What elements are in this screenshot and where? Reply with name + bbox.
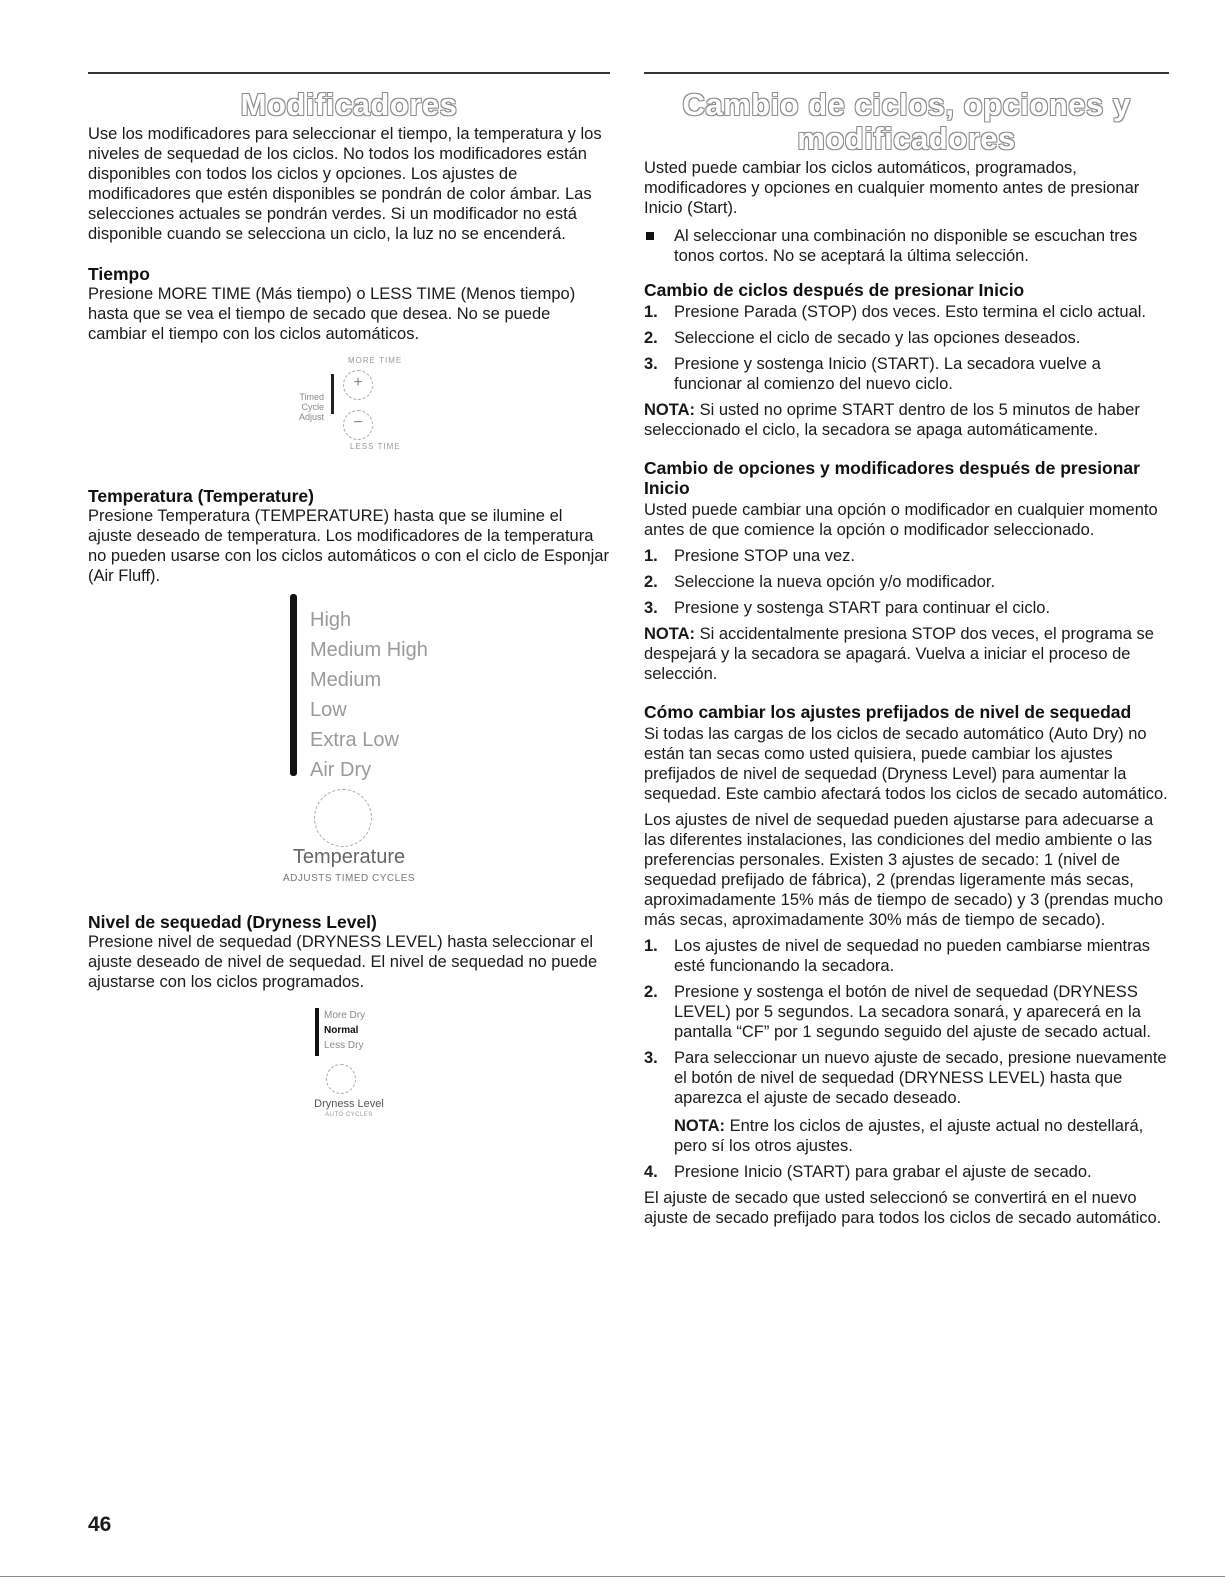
- list-item: 4. Presione Inicio (START) para grabar el ajuste de secado.: [644, 1163, 1092, 1181]
- more-time-label: MORE TIME: [348, 356, 403, 365]
- cambio-bullets: [644, 226, 1169, 266]
- list-item: 1. Presione Parada (STOP) dos veces. Esto termina el ciclo actual.: [644, 303, 1146, 321]
- more-time-button[interactable]: [343, 370, 373, 400]
- adjust-label: Adjust: [298, 412, 324, 422]
- section-title-cambio-line1: Cambio de ciclos, opciones y: [682, 87, 1131, 122]
- right-column: [644, 0, 1169, 1228]
- heading-cambio-ciclos: Cambio de ciclos después de presionar Inicio: [644, 280, 1025, 300]
- plus-icon: +: [353, 374, 363, 391]
- heading-tiempo: Tiempo: [88, 264, 150, 284]
- dryness-figure-subtitle: AUTO CYCLES: [325, 1112, 373, 1118]
- list-item: 2. Seleccione el ciclo de secado y las opciones deseados.: [644, 329, 1081, 347]
- temperature-indicator-bar: [290, 594, 297, 776]
- temp-option-medium-high: Medium High: [310, 639, 428, 661]
- heading-temperatura: Temperatura (Temperature): [88, 486, 314, 506]
- temperature-button[interactable]: [314, 789, 372, 847]
- left-column: [88, 0, 610, 1144]
- cambio-opciones-note: NOTA: Si accidentalmente presiona STOP dos veces, el programa se despejará y la secadora se apagará. Vuelva a iniciar el proceso de selección.: [644, 625, 1154, 683]
- temperature-figure: [88, 586, 610, 896]
- list-item: 3. Presione y sostenga Inicio (START). La secadora vuelve a funcionar al comienzo del nuevo ciclo.: [644, 355, 1101, 393]
- list-item: Al seleccionar una combinación no disponible se escuchan tres tonos cortos. No se aceptará la última selección.: [644, 226, 1169, 266]
- less-time-label: LESS TIME: [350, 442, 401, 451]
- page-number: 46: [88, 1513, 112, 1536]
- dryness-option-normal: Normal: [324, 1025, 359, 1036]
- ajustes-prefijados-body2: Los ajustes de nivel de sequedad pueden ajustarse para adecuarse a las diferentes instalaciones, las condiciones del medio ambiente o las preferencias personales. Existen 3 ajustes de secado: 1 (nivel de sequedad prefijado de fábrica), 2 (prendas ligeramente más secas, aproximadamente 15% más de tiempo de secado) y 3 (prendas mucho más secas, aproximadamente 30% más de tiempo de secado).: [644, 811, 1164, 929]
- temp-option-low: Low: [310, 699, 347, 721]
- cambio-ciclos-steps: [644, 302, 1169, 394]
- dryness-figure-title: Dryness Level: [314, 1098, 384, 1110]
- cambio-ciclos-note: NOTA: Si usted no oprime START dentro de los 5 minutos de haber seleccionado el ciclo, la secadora se apaga automáticamente.: [644, 401, 1140, 439]
- less-time-button[interactable]: [343, 410, 373, 440]
- list-item: 3. Para seleccionar un nuevo ajuste de secado, presione nuevamente el botón de nivel de sequedad (DRYNESS LEVEL) hasta que aparezca el ajuste de secado deseado. NOTA: Entre los ciclos de ajustes, el ajuste actual no destellará, pero sí los otros ajustes.: [644, 1048, 1169, 1156]
- cambio-opciones-body: Usted puede cambiar una opción o modificador en cualquier momento antes de que comience la opción o modificador seleccionado.: [644, 501, 1158, 539]
- minus-icon: −: [353, 414, 363, 431]
- bullet-square-icon: [646, 232, 654, 240]
- dryness-level-button[interactable]: [326, 1064, 356, 1094]
- list-item: 1. Los ajustes de nivel de sequedad no pueden cambiarse mientras esté funcionando la secadora.: [644, 937, 1151, 975]
- time-adjust-figure: [88, 344, 610, 454]
- temp-option-air-dry: Air Dry: [310, 759, 372, 781]
- temperatura-body: Presione Temperatura (TEMPERATURE) hasta que se ilumine el ajuste deseado de temperatura. Los modificadores de la temperatura no pueden usarse con los ciclos automáticos o con el ciclo de Esponjar (Air Fluff).: [88, 507, 609, 585]
- cambio-intro: Usted puede cambiar los ciclos automáticos, programados, modificadores y opciones en cualquier momento antes de presionar Inicio (Start).: [644, 159, 1140, 217]
- nivel-sequedad-body: Presione nivel de sequedad (DRYNESS LEVEL) hasta seleccionar el ajuste deseado de nivel de sequedad. El nivel de sequedad no puede ajustarse con los ciclos programados.: [88, 933, 598, 991]
- dryness-indicator-bar: [315, 1008, 319, 1056]
- step3-note: NOTA: Entre los ciclos de ajustes, el ajuste actual no destellará, pero sí los otros ajustes.: [674, 1117, 1144, 1155]
- section-title-modificadores: Modificadores: [240, 87, 458, 122]
- temp-option-medium: Medium: [310, 669, 382, 691]
- dryness-option-less-dry: Less Dry: [324, 1040, 364, 1051]
- heading-cambio-opciones: Cambio de opciones y modificadores después de presionar Inicio: [644, 458, 1140, 498]
- list-item: 2. Seleccione la nueva opción y/o modificador.: [644, 573, 996, 591]
- tiempo-body: Presione MORE TIME (Más tiempo) o LESS TIME (Menos tiempo) hasta que se vea el tiempo de secado que desea. No se puede cambiar el tiempo con los ciclos automáticos.: [88, 285, 576, 343]
- list-item: 1. Presione STOP una vez.: [644, 547, 855, 565]
- section-title-cambio-line2: modificadores: [797, 121, 1016, 156]
- cycle-label: Cycle: [301, 402, 324, 412]
- dryness-figure: [88, 1004, 610, 1144]
- temperature-figure-subtitle: ADJUSTS TIMED CYCLES: [282, 873, 416, 884]
- cambio-opciones-steps: [644, 546, 1169, 618]
- temp-option-extra-low: Extra Low: [310, 729, 399, 751]
- timed-label: Timed: [299, 392, 324, 402]
- bottom-rule: [0, 1576, 1225, 1577]
- list-item: 3. Presione y sostenga START para continuar el ciclo.: [644, 599, 1051, 617]
- heading-nivel-sequedad: Nivel de sequedad (Dryness Level): [88, 912, 377, 932]
- ajustes-prefijados-body1: Si todas las cargas de los ciclos de secado automático (Auto Dry) no están tan secas como usted quisiera, puede cambiar los ajustes prefijados de nivel de sequedad (Dryness Level) para aumentar la sequedad. Este cambio afectará todos los ciclos de secado automático.: [644, 725, 1168, 803]
- list-item: 2. Presione y sostenga el botón de nivel de sequedad (DRYNESS LEVEL) por 5 segundos. La secadora sonará, y aparecerá en la pantalla “CF” por 1 segundo seguido del ajuste de secado actual.: [644, 983, 1151, 1041]
- dryness-option-more-dry: More Dry: [324, 1010, 366, 1021]
- heading-ajustes-prefijados: Cómo cambiar los ajustes prefijados de nivel de sequedad: [644, 702, 1132, 722]
- modificadores-intro: Use los modificadores para seleccionar el tiempo, la temperatura y los niveles de sequedad de los ciclos. No todos los modificadores están disponibles con todos los ciclos y opciones. Los ajustes de modificadores que estén disponibles se pondrán de color ámbar. Las selecciones actuales se pondrán verdes. Si un modificador no está disponible cuando se selecciona un ciclo, la luz no se encenderá.: [88, 125, 602, 243]
- ajustes-prefijados-closing: El ajuste de secado que usted seleccionó se convertirá en el nuevo ajuste de secado prefijado para todos los ciclos de secado automático.: [644, 1189, 1162, 1227]
- temperature-figure-title: Temperature: [292, 846, 406, 868]
- time-indicator-bar: [331, 374, 334, 414]
- ajustes-prefijados-steps: [644, 936, 1169, 1182]
- temp-option-high: High: [310, 609, 352, 631]
